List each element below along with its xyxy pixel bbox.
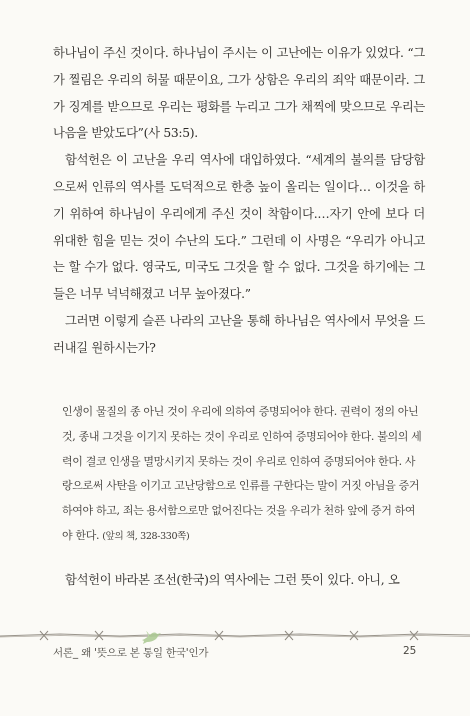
- barbed-wire-ornament: [0, 628, 470, 642]
- running-footer-title: 서론_ 왜 '뜻으로 본 통일 한국'인가: [53, 647, 209, 659]
- paragraph-3: 그러면 이렇게 슬픈 나라의 고난을 통해 하나님은 역사에서 무엇을 드러내길 원하시는가?: [53, 313, 425, 355]
- body-text: [53, 40, 425, 362]
- paragraph-1: 하나님이 주신 것이다. 하나님이 주시는 이 고난에는 이유가 있었다. “그가 찔림은 우리의 허물 때문이요, 그가 상함은 우리의 죄악 때문이라. 그가 징계를 받으므로 우리는 평화를 누리고 그가 채찍에 맞으므로 우리는 나음을 받았도다”(사 53:5).: [53, 46, 425, 141]
- quote-citation: (앞의 책, 328-330쪽): [102, 530, 190, 542]
- page-footer: [0, 628, 470, 688]
- paragraph-2: 함석헌은 이 고난을 우리 역사에 대입하였다. “세계의 불의를 담당함으로써 인류의 역사를 도덕적으로 한층 높이 올리는 일이다… 이것을 하기 위하여 하나님이 우리에게 주신 것이 착함이다.…자기 안에 보다 더 위대한 힘을 믿는 것이 수난의 도다.” 그런데 이 사명은 “우리가 아니고는 할 수가 없다. 영국도, 미국도 그것을 할 수 없다. 그것을 하기에는 그들은 너무 넉넉해졌고 너무 높아졌다.”: [53, 153, 425, 302]
- dove-icon: [140, 630, 164, 646]
- quote-text: 인생이 물질의 종 아닌 것이 우리에 의하여 증명되어야 한다. 권력이 정의 아닌 것, 종내 그것을 이기지 못하는 것이 우리로 인하여 증명되어야 한다. 불의의 세력이 결코 인생을 멸망시키지 못하는 것이 우리로 인하여 증명되어야 한다. 사랑으로써 사탄을 이기고 고난당함으로 인류를 구한다는 말이 거짓 아님을 증거 하여야 하고, 죄는 용서함으로만 없어진다는 것을 우리가 천하 앞에 증거 하여야 한다.: [62, 405, 422, 542]
- block-quote: [62, 400, 422, 550]
- closing-paragraph: 함석헌이 바라본 조선(한국)의 역사에는 그런 뜻이 있다. 아니, 오: [65, 573, 400, 587]
- page-number: 25: [403, 645, 417, 657]
